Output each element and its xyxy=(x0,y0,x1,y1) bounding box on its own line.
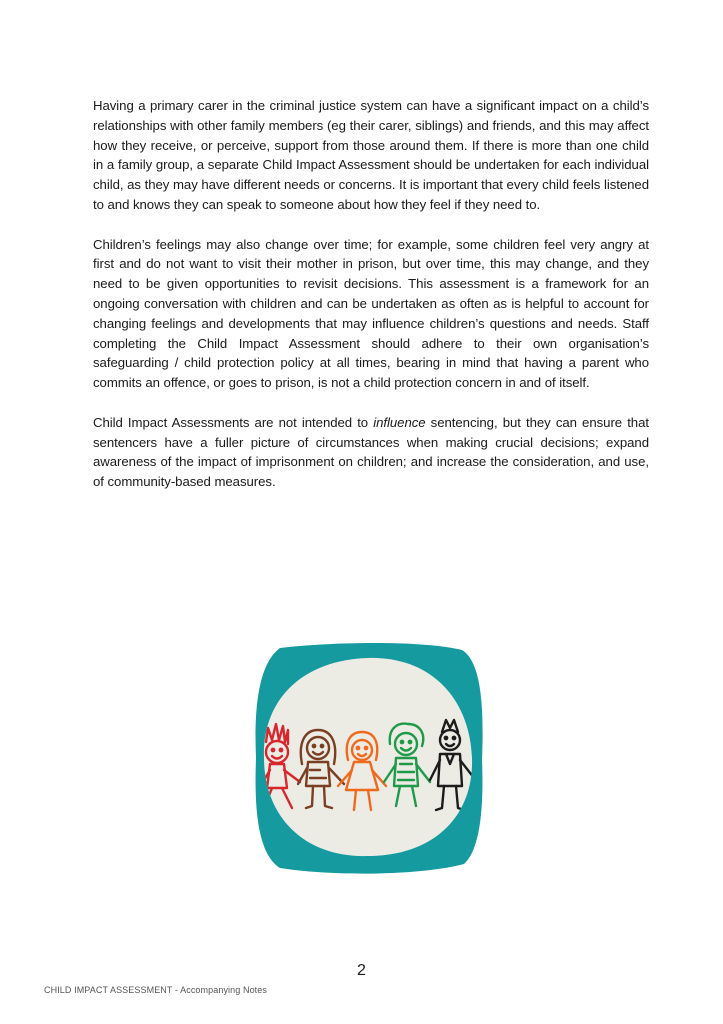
footer-document-title: CHILD IMPACT ASSESSMENT - Accompanying Notes xyxy=(44,985,267,995)
children-drawing-illustration xyxy=(250,640,486,876)
paragraph-sentencing xyxy=(93,413,649,492)
paragraph-changing-feelings: Children’s feelings may also change over time; for example, some children feel very angry at first and do not want to visit their mother in prison, but over time, this may change, and they need to be given opportunities to revisit decisions. This assessment is a framework for an ongoing conversation with children and can be undertaken as often as is helpful to account for changing feelings and developments that may influence children’s questions and needs. Staff completing the Child Impact Assessment should adhere to their own organisation’s safeguarding / child protection policy at all times, bearing in mind that having a parent who commits an offence, or goes to prison, is not a child protection concern in and of itself. xyxy=(93,236,649,391)
paragraph-sentencing-start: Child Impact Assessments are not intended to xyxy=(93,414,374,430)
emphasis-influence: influence xyxy=(373,414,426,430)
children-drawing-svg xyxy=(250,640,486,876)
page-number: 2 xyxy=(357,962,366,979)
paragraph-primary-carer: Having a primary carer in the criminal justice system can have a significant impact on a child’s relationships with other family members (eg their carer, siblings) and friends, and this may affect how they receive, or perceive, support from those around them. If there is more than one child in a family group, a separate Child Impact Assessment should be undertaken for each individual child, as they may have different needs or concerns. It is important that every child feels listened to and knows they can speak to someone about how they feel if they need to. xyxy=(93,98,649,212)
body-text xyxy=(93,96,649,512)
paragraph-sentencing-end: sentencing, but they can ensure that sentencers have a fuller picture of circumstances when making crucial decisions; expand awareness of the impact of imprisonment on children; and increase the consideration, and use, of community-based measures. xyxy=(93,414,649,490)
